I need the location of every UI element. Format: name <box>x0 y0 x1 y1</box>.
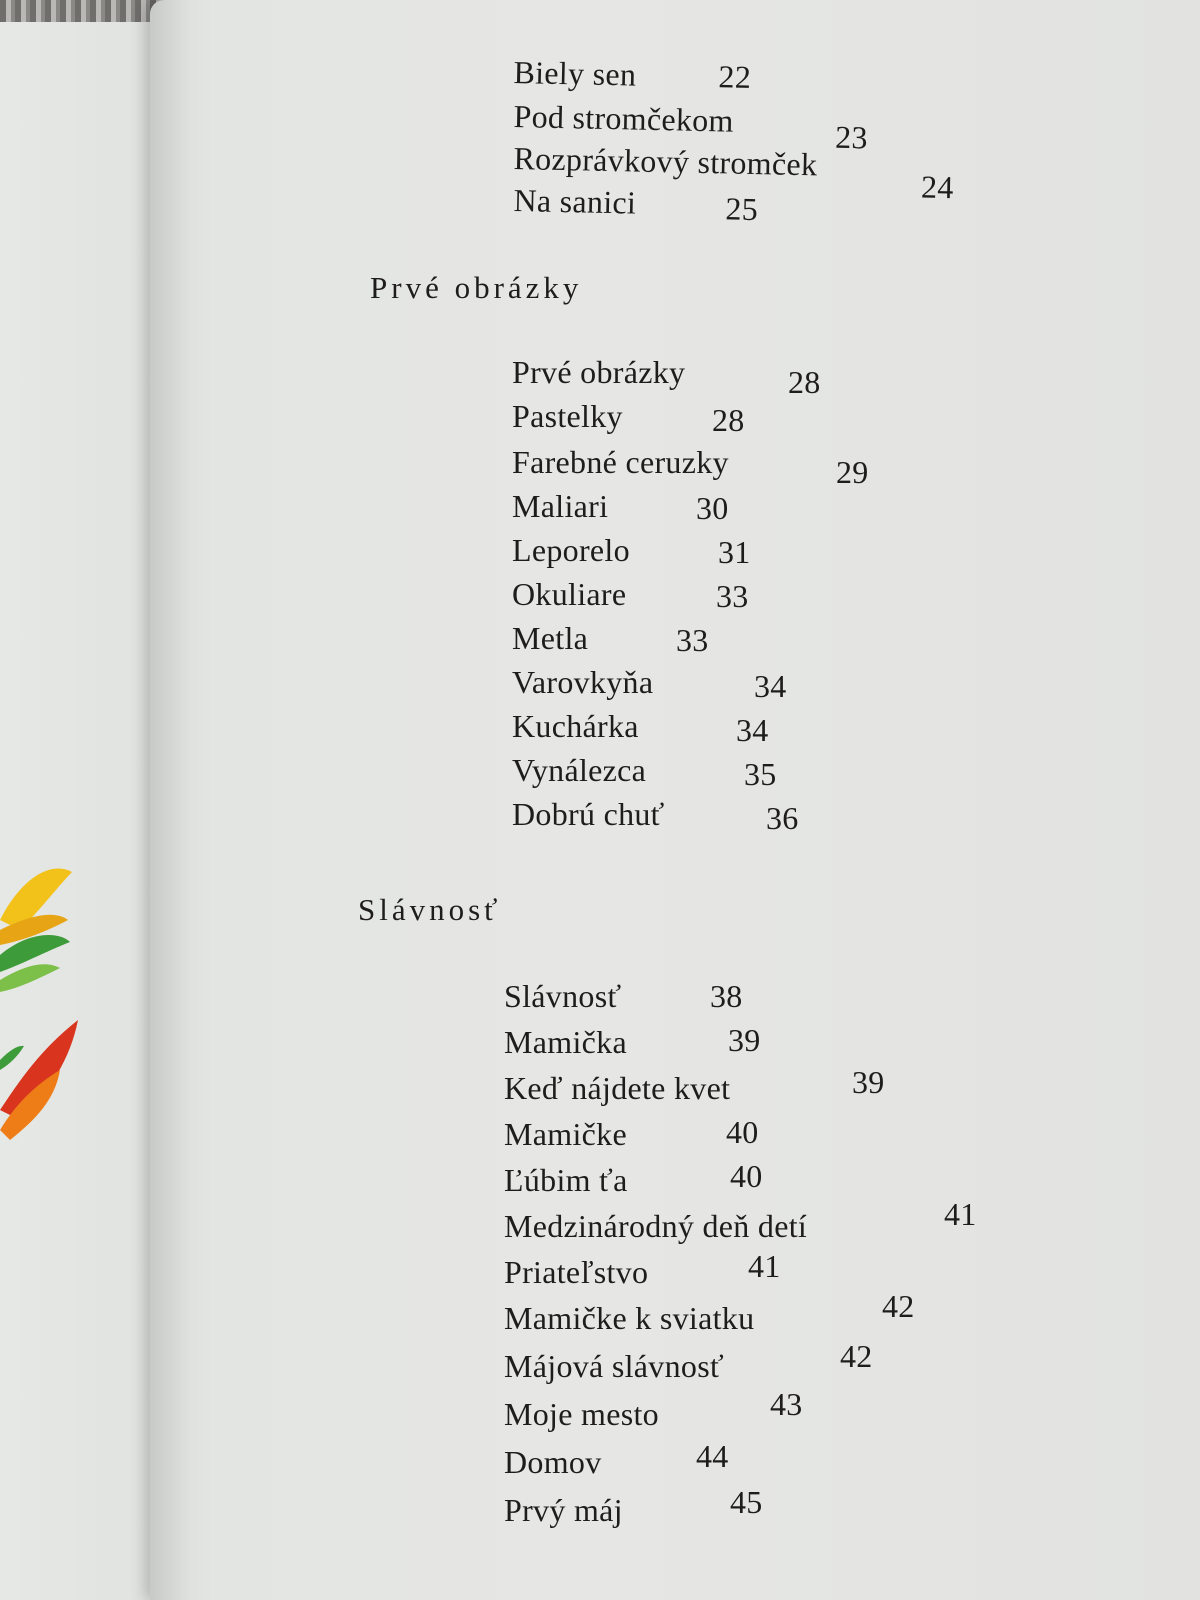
toc-entry-title: Mamičke <box>504 1116 627 1152</box>
toc-entry-title: Medzinárodný deň detí <box>504 1208 808 1244</box>
toc-entry-page: 39 <box>728 1022 761 1058</box>
toc-entry-title: Mamička <box>504 1024 627 1060</box>
toc-entry-title: Ľúbim ťa <box>504 1162 628 1198</box>
toc-entry-page: 30 <box>696 490 729 526</box>
toc-entry-page: 28 <box>788 364 821 400</box>
toc-entry-page: 45 <box>730 1484 763 1520</box>
toc-entry-page: 42 <box>882 1288 915 1324</box>
toc-entry-page: 31 <box>718 534 751 570</box>
toc-entry-title: Keď nájdete kvet <box>504 1070 731 1106</box>
toc-entry-page: 42 <box>840 1338 873 1374</box>
toc-entry-title: Dobrú chuť <box>512 796 665 832</box>
toc-entry-title: Moje mesto <box>504 1396 659 1432</box>
toc-entry-page: 40 <box>726 1114 759 1150</box>
toc-entry-title: Varovkyňa <box>512 664 654 700</box>
toc-entry-title: Domov <box>504 1444 602 1480</box>
toc-entry <box>513 96 869 156</box>
toc-entry <box>513 180 759 228</box>
toc-entry-title: Priateľstvo <box>504 1254 649 1290</box>
toc-entry-page: 36 <box>766 800 799 836</box>
toc-entry-title: Na sanici <box>513 181 637 221</box>
toc-entry-page: 24 <box>920 168 955 206</box>
toc-entry-title: Maliari <box>512 488 609 524</box>
toc-entry-page: 35 <box>744 756 777 792</box>
toc-entry-title: Prvý máj <box>504 1492 623 1528</box>
toc-entry-page: 44 <box>696 1438 729 1474</box>
toc-entry-page: 34 <box>736 712 769 748</box>
toc-entry-page: 41 <box>944 1196 977 1232</box>
toc-entry-page: 40 <box>730 1158 763 1194</box>
toc-entry-page: 33 <box>716 578 749 614</box>
toc-entry-title: Metla <box>512 620 589 656</box>
page-shadow <box>150 0 190 1600</box>
toc-entry-title: Pastelky <box>512 398 623 434</box>
section-heading: Prvé obrázky <box>370 270 583 305</box>
toc-entry-page: 34 <box>754 668 787 704</box>
toc-entry-page: 23 <box>834 118 869 156</box>
toc-entry-page: 28 <box>712 402 745 438</box>
toc-entry-page: 22 <box>718 58 752 95</box>
toc-entry-title: Májová slávnosť <box>504 1348 724 1384</box>
toc-entry-page: 33 <box>676 622 709 658</box>
toc-entry-page: 39 <box>852 1064 885 1100</box>
toc-entry-title: Farebné ceruzky <box>512 444 729 480</box>
toc-entry-page: 29 <box>836 454 869 490</box>
section-heading: Slávnosť <box>358 892 502 927</box>
flower-illustration <box>0 860 90 1160</box>
toc-entry-title: Leporelo <box>512 532 630 568</box>
toc-entry-page: 43 <box>770 1386 803 1422</box>
toc-entry <box>513 52 752 95</box>
toc-entry-title: Biely sen <box>513 53 637 93</box>
toc-entry-title: Prvé obrázky <box>512 354 686 390</box>
toc-entry-title: Pod stromčekom <box>513 97 735 139</box>
toc-entry-page: 25 <box>725 190 759 228</box>
toc-entry-title: Okuliare <box>512 576 627 612</box>
toc-entry-title: Rozprávkový stromček <box>513 139 818 183</box>
toc-entry-title: Kuchárka <box>512 708 639 744</box>
toc-entry-page: 38 <box>710 978 743 1014</box>
toc-entry-title: Mamičke k sviatku <box>504 1300 755 1336</box>
toc-entry-title: Vynálezca <box>512 752 647 788</box>
toc-entry-title: Slávnosť <box>504 978 622 1014</box>
toc-entry-page: 41 <box>748 1248 781 1284</box>
